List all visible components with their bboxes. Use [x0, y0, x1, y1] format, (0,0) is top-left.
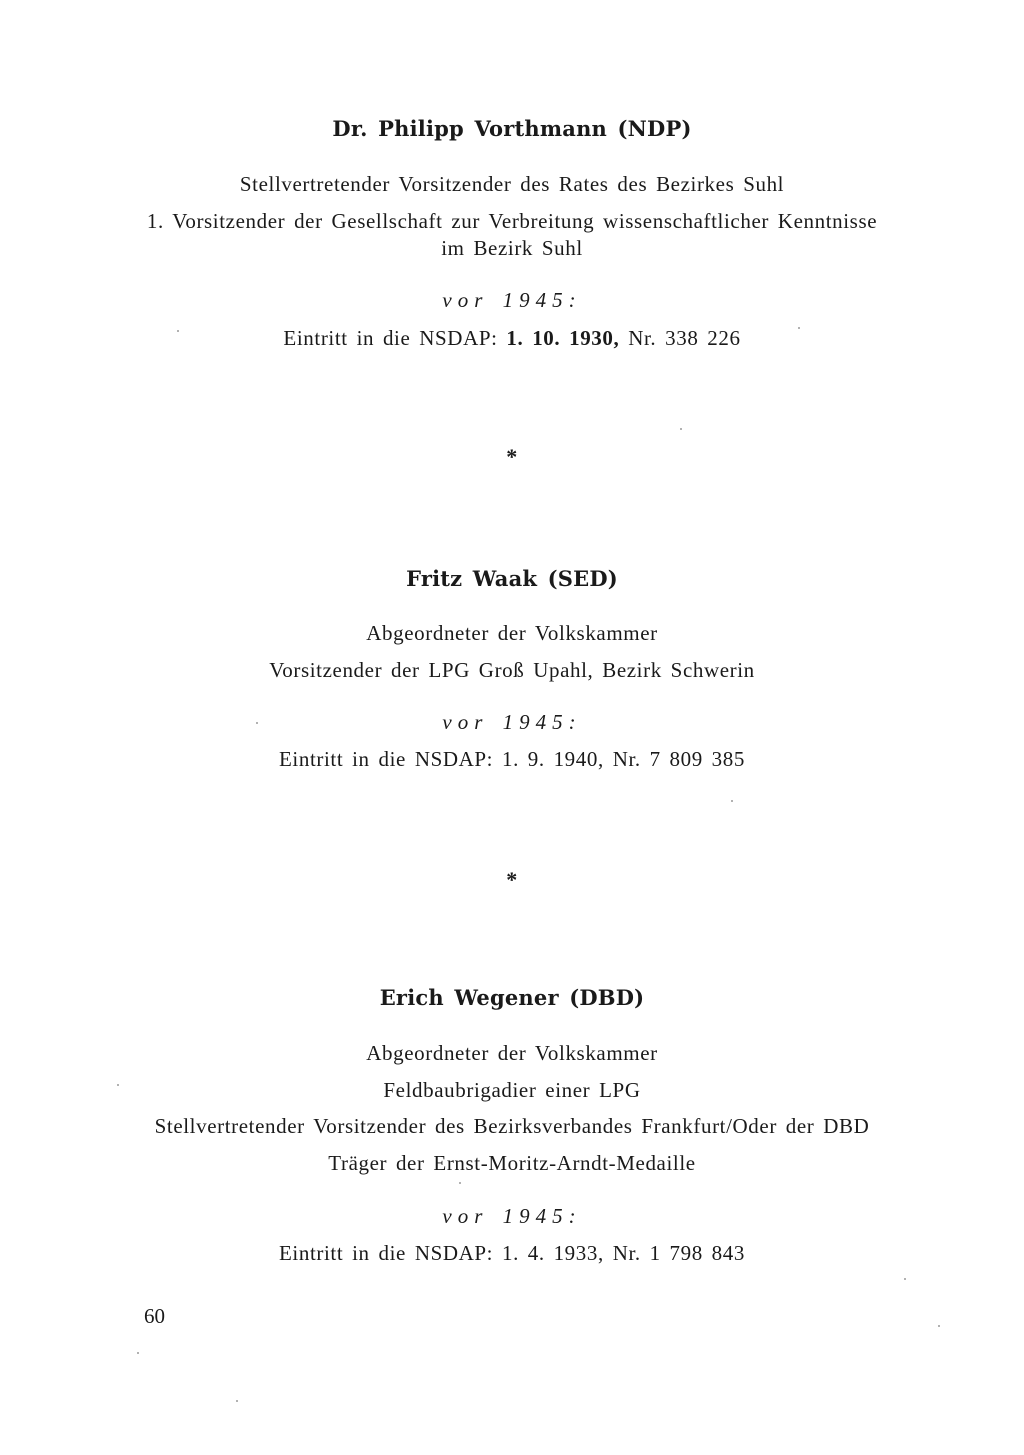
membership-line [0, 325, 1024, 351]
entry-position: im Bezirk Suhl [441, 236, 583, 260]
membership-prefix: Eintritt in die NSDAP: [278, 1241, 494, 1265]
separator-asterisk: * [506, 867, 518, 892]
entry-position: Stellvertretender Vorsitzender des Rates des Bezirkes Suhl [239, 172, 785, 196]
membership-prefix: Eintritt in die NSDAP: [278, 747, 494, 771]
scan-speck [680, 428, 682, 430]
era-label: vor 1945: [442, 288, 582, 312]
entry-position: Abgeordneter der Volkskammer [366, 621, 658, 645]
membership-number: Nr. 7 809 385 [612, 747, 745, 771]
entry-name: Erich Wegener (DBD) [379, 985, 645, 1010]
entry-position: Feldbaubrigadier einer LPG [383, 1078, 641, 1102]
membership-line [0, 1240, 1024, 1266]
membership-number: Nr. 1 798 843 [612, 1241, 745, 1265]
scan-speck [236, 1400, 238, 1402]
scan-speck [177, 330, 179, 332]
page-number: 60 [144, 1304, 165, 1328]
scan-speck [117, 1084, 119, 1086]
membership-date: 1. 9. 1940, [501, 747, 604, 771]
scan-speck [904, 1278, 906, 1280]
membership-number: Nr. 338 226 [628, 326, 741, 350]
scan-speck [137, 1352, 139, 1354]
scan-speck [938, 1325, 940, 1327]
membership-date: 1. 10. 1930, [506, 326, 620, 350]
entry-name: Dr. Philipp Vorthmann (NDP) [332, 116, 692, 141]
entry-position: Abgeordneter der Volkskammer [366, 1041, 658, 1065]
membership-line [0, 746, 1024, 772]
scan-speck [731, 800, 733, 802]
scan-speck [459, 1182, 461, 1184]
membership-date: 1. 4. 1933, [501, 1241, 604, 1265]
entry-position: 1. Vorsitzender der Gesellschaft zur Verbreitung wissenschaftlicher Kenntnisse [146, 209, 878, 233]
entry-position: Stellvertretender Vorsitzender des Bezirksverbandes Frankfurt/Oder der DBD [154, 1114, 870, 1138]
era-label: vor 1945: [442, 1204, 582, 1228]
scan-speck [798, 327, 800, 329]
membership-prefix: Eintritt in die NSDAP: [283, 326, 498, 350]
separator-asterisk: * [506, 444, 518, 469]
entry-position: Träger der Ernst-Moritz-Arndt-Medaille [328, 1151, 696, 1175]
scan-speck [256, 722, 258, 724]
entry-position: Vorsitzender der LPG Groß Upahl, Bezirk Schwerin [269, 658, 755, 682]
entry-name: Fritz Waak (SED) [406, 566, 618, 591]
era-label: vor 1945: [442, 710, 582, 734]
